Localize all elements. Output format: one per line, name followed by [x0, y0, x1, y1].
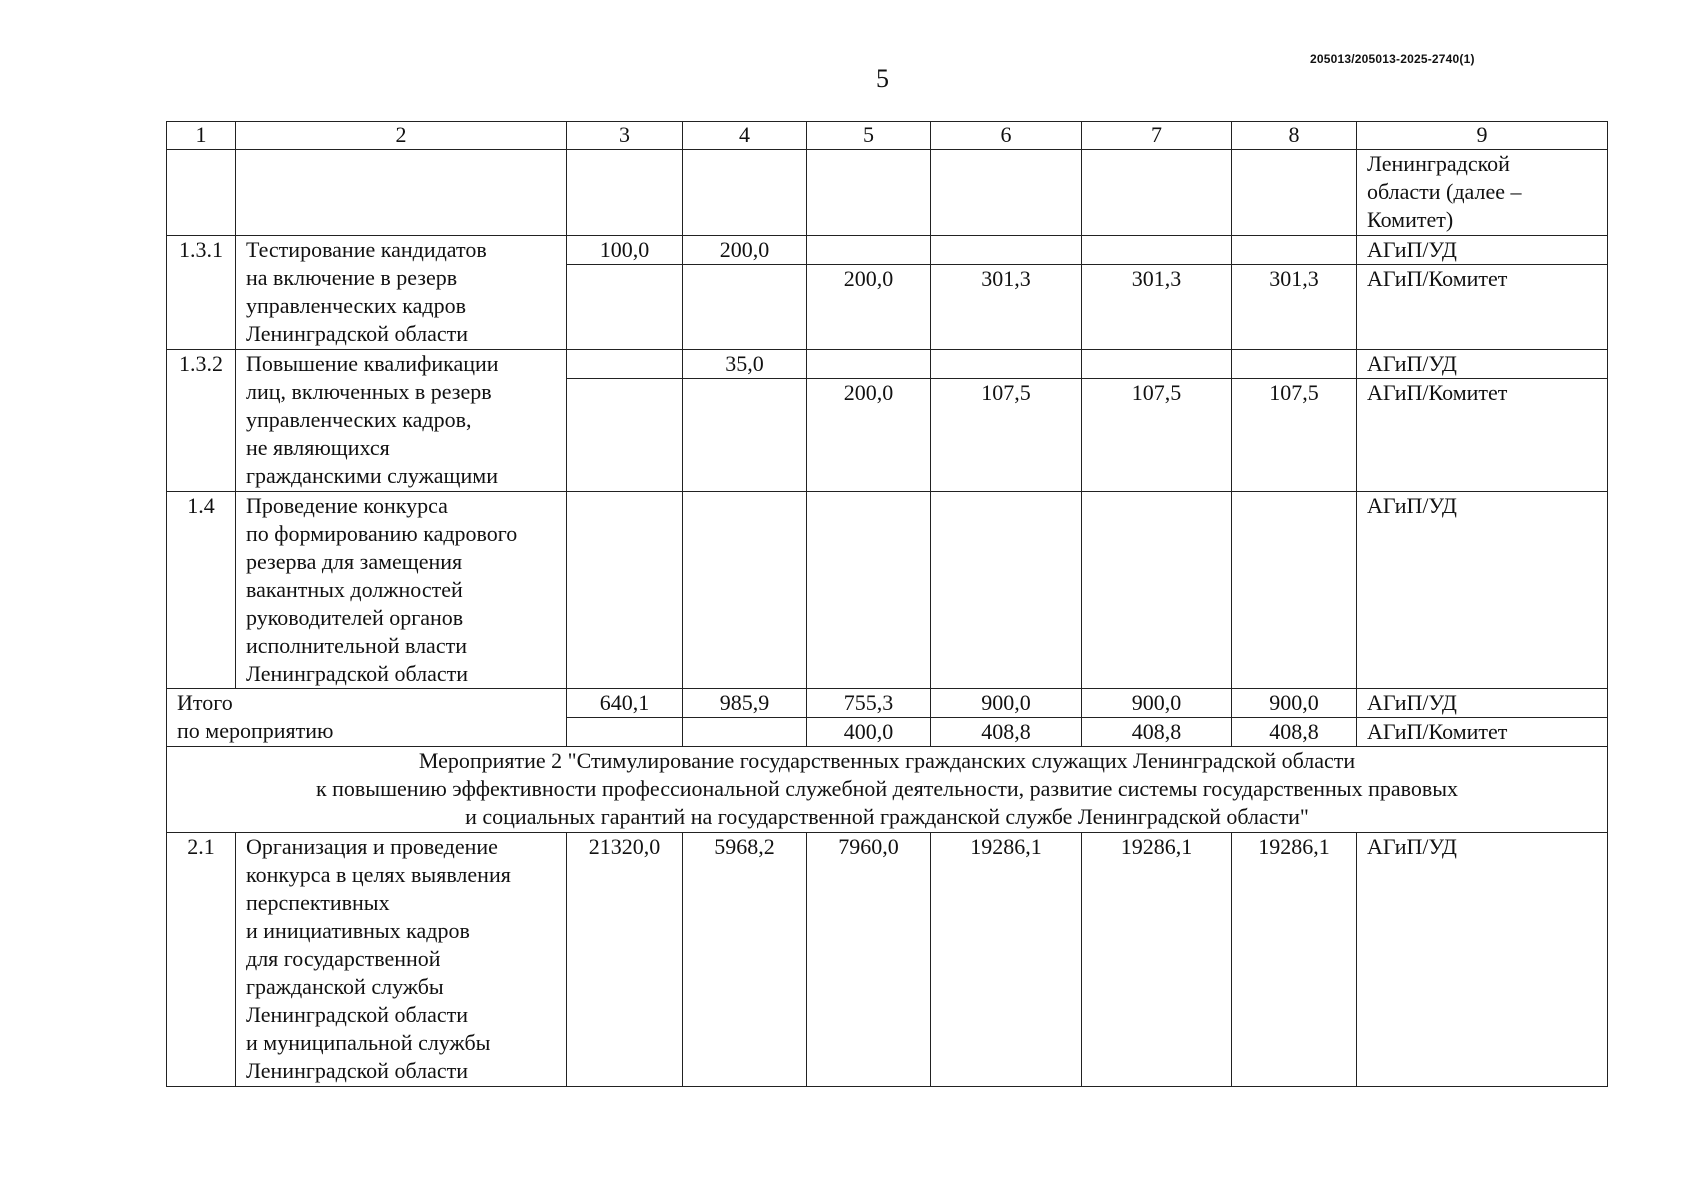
value-cell: 107,5 — [931, 379, 1082, 492]
value-cell: 900,0 — [1232, 689, 1357, 718]
value-cell: 900,0 — [1082, 689, 1232, 718]
value-cell — [1232, 350, 1357, 379]
document-id: 205013/205013-2025-2740(1) — [1310, 52, 1475, 66]
header-col-9: 9 — [1357, 122, 1608, 150]
header-col-4: 4 — [683, 122, 807, 150]
value-cell: 200,0 — [683, 236, 807, 265]
value-cell: 100,0 — [567, 236, 683, 265]
empty-cell — [931, 492, 1082, 689]
executor-cell: Ленинградской области (далее – Комитет) — [1357, 150, 1608, 236]
header-col-6: 6 — [931, 122, 1082, 150]
row-name: Повышение квалификации лиц, включенных в резерв управленческих кадров, не являющихся гражданскими служащими — [236, 350, 567, 492]
value-cell: 408,8 — [1082, 718, 1232, 747]
header-col-8: 8 — [1232, 122, 1357, 150]
header-col-3: 3 — [567, 122, 683, 150]
value-cell: 408,8 — [931, 718, 1082, 747]
total-label: Итого по мероприятию — [167, 689, 567, 747]
table-row — [167, 150, 1608, 236]
total-row — [167, 689, 1608, 718]
row-name: Организация и проведение конкурса в целях выявления перспективных и инициативных кадров для государственной гражданской службы Ленинградской области и муниципальной службы Ленинградской области — [236, 833, 567, 1087]
header-row — [167, 122, 1608, 150]
executor-cell: АГиП/УД — [1357, 689, 1608, 718]
executor-cell: АГиП/УД — [1357, 833, 1608, 1087]
value-cell: 301,3 — [931, 265, 1082, 350]
row-code: 1.3.2 — [167, 350, 236, 492]
table-row — [167, 492, 1608, 689]
executor-cell: АГиП/УД — [1357, 350, 1608, 379]
value-cell — [683, 379, 807, 492]
value-cell: 19286,1 — [1082, 833, 1232, 1087]
empty-cell — [236, 150, 567, 236]
value-cell: 5968,2 — [683, 833, 807, 1087]
value-cell — [1082, 350, 1232, 379]
table-row — [167, 350, 1608, 379]
empty-cell — [1082, 492, 1232, 689]
value-cell: 19286,1 — [1232, 833, 1357, 1087]
value-cell: 200,0 — [807, 265, 931, 350]
value-cell: 35,0 — [683, 350, 807, 379]
row-name: Проведение конкурса по формированию кадрового резерва для замещения вакантных должностей руководителей органов исполнительной власти Ленинградской области — [236, 492, 567, 689]
value-cell — [567, 350, 683, 379]
value-cell — [567, 379, 683, 492]
header-col-7: 7 — [1082, 122, 1232, 150]
value-cell — [807, 350, 931, 379]
value-cell: 301,3 — [1082, 265, 1232, 350]
executor-cell: АГиП/Комитет — [1357, 265, 1608, 350]
empty-cell — [931, 150, 1082, 236]
empty-cell — [567, 150, 683, 236]
table-row — [167, 236, 1608, 265]
row-code: 1.4 — [167, 492, 236, 689]
value-cell: 200,0 — [807, 379, 931, 492]
executor-cell: АГиП/УД — [1357, 492, 1608, 689]
empty-cell — [1232, 150, 1357, 236]
value-cell: 301,3 — [1232, 265, 1357, 350]
value-cell — [567, 718, 683, 747]
table-row — [167, 833, 1608, 1087]
value-cell — [931, 236, 1082, 265]
value-cell — [807, 236, 931, 265]
empty-cell — [567, 492, 683, 689]
value-cell — [931, 350, 1082, 379]
value-cell: 107,5 — [1232, 379, 1357, 492]
value-cell — [683, 718, 807, 747]
empty-cell — [167, 150, 236, 236]
value-cell: 640,1 — [567, 689, 683, 718]
empty-cell — [1082, 150, 1232, 236]
row-code: 1.3.1 — [167, 236, 236, 350]
empty-cell — [683, 492, 807, 689]
value-cell — [683, 265, 807, 350]
value-cell: 985,9 — [683, 689, 807, 718]
executor-cell: АГиП/УД — [1357, 236, 1608, 265]
header-col-1: 1 — [167, 122, 236, 150]
value-cell — [1232, 236, 1357, 265]
header-col-2: 2 — [236, 122, 567, 150]
value-cell: 408,8 — [1232, 718, 1357, 747]
value-cell: 19286,1 — [931, 833, 1082, 1087]
row-name: Тестирование кандидатов на включение в резерв управленческих кадров Ленинградской области — [236, 236, 567, 350]
empty-cell — [807, 492, 931, 689]
value-cell — [567, 265, 683, 350]
value-cell: 400,0 — [807, 718, 931, 747]
page-number: 5 — [876, 64, 889, 93]
value-cell: 755,3 — [807, 689, 931, 718]
value-cell — [1082, 236, 1232, 265]
empty-cell — [1232, 492, 1357, 689]
row-code: 2.1 — [167, 833, 236, 1087]
header-col-5: 5 — [807, 122, 931, 150]
section-title: Мероприятие 2 "Стимулирование государственных гражданских служащих Ленинградской области к повышению эффективности профессиональной служебной деятельности, развитие системы государственных правовых и социальных гарантий на государственной гражданской службе Ленинградской области" — [167, 747, 1608, 833]
empty-cell — [683, 150, 807, 236]
value-cell: 107,5 — [1082, 379, 1232, 492]
section-row — [167, 747, 1608, 833]
budget-table — [166, 121, 1608, 1087]
executor-cell: АГиП/Комитет — [1357, 379, 1608, 492]
executor-cell: АГиП/Комитет — [1357, 718, 1608, 747]
value-cell: 21320,0 — [567, 833, 683, 1087]
empty-cell — [807, 150, 931, 236]
value-cell: 900,0 — [931, 689, 1082, 718]
value-cell: 7960,0 — [807, 833, 931, 1087]
